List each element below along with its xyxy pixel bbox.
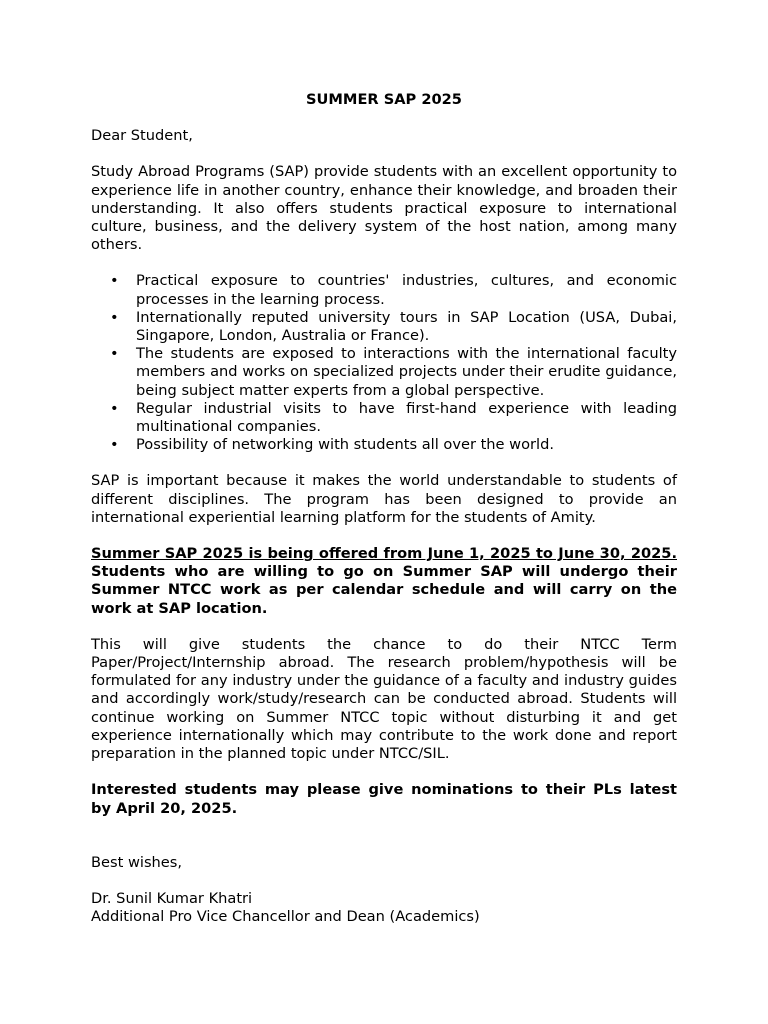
letter-page <box>91 91 677 926</box>
list-item-text: Regular industrial visits to have first-hand experience with leading multinational companies. <box>136 399 677 436</box>
signatory-name: Dr. Sunil Kumar Khatri <box>91 889 253 907</box>
list-item-text: Possibility of networking with students all over the world. <box>136 436 554 454</box>
list-item <box>91 272 677 308</box>
bullet-icon: • <box>110 436 119 454</box>
offer-dates: Summer SAP 2025 is being offered from June 1, 2025 to June 30, 2025. <box>91 545 677 563</box>
intro-paragraph: Study Abroad Programs (SAP) provide students with an excellent opportunity to experience life in another country, enhance their knowledge, and broaden their understanding. It also offers students practical exposure to international culture, business, and the delivery system of the host nation, among many others. <box>91 163 677 254</box>
spacer <box>91 836 677 854</box>
bullet-icon: • <box>110 308 119 326</box>
document-title: SUMMER SAP 2025 <box>306 91 462 108</box>
offer-details: Students who are willing to go on Summer SAP will undergo their Summer NTCC work as per calendar schedule and will carry on the work at SAP location. <box>91 563 677 617</box>
list-item <box>91 400 677 436</box>
ntcc-paragraph: This will give students the chance to do their NTCC Term Paper/Project/Internship abroad. The research problem/hypothesis will be formulated for any industry under the guidance of a faculty and industry guides and accordingly work/study/research can be conducted abroad. Students will continue working on Summer NTCC topic without disturbing it and get experience internationally which may contribute to the work done and report preparation in the planned topic under NTCC/SIL. <box>91 635 677 763</box>
signature-block <box>91 890 677 926</box>
offer-paragraph <box>91 545 677 618</box>
nomination-notice: Interested students may please give nominations to their PLs latest by April 20, 2025. <box>91 781 677 817</box>
list-item <box>91 436 677 454</box>
list-item <box>91 345 677 400</box>
closing: Best wishes, <box>91 853 183 871</box>
importance-paragraph: SAP is important because it makes the world understandable to students of different disciplines. The program has been designed to provide an international experiential learning platform for the students of Amity. <box>91 472 677 526</box>
list-item <box>91 309 677 345</box>
list-item-text: Practical exposure to countries' industries, cultures, and economic processes in the learning process. <box>136 272 677 308</box>
signatory-designation: Additional Pro Vice Chancellor and Dean (Academics) <box>91 908 480 926</box>
list-item-text: Internationally reputed university tours in SAP Location (USA, Dubai, Singapore, London, Australia or France). <box>136 308 677 345</box>
bullet-icon: • <box>110 345 119 363</box>
salutation: Dear Student, <box>91 127 193 145</box>
list-item-text: The students are exposed to interactions with the international faculty members and works on specialized projects under their erudite guidance, being subject matter experts from a global perspective. <box>136 345 677 399</box>
benefits-list <box>91 272 677 454</box>
bullet-icon: • <box>110 272 119 290</box>
bullet-icon: • <box>110 399 119 417</box>
